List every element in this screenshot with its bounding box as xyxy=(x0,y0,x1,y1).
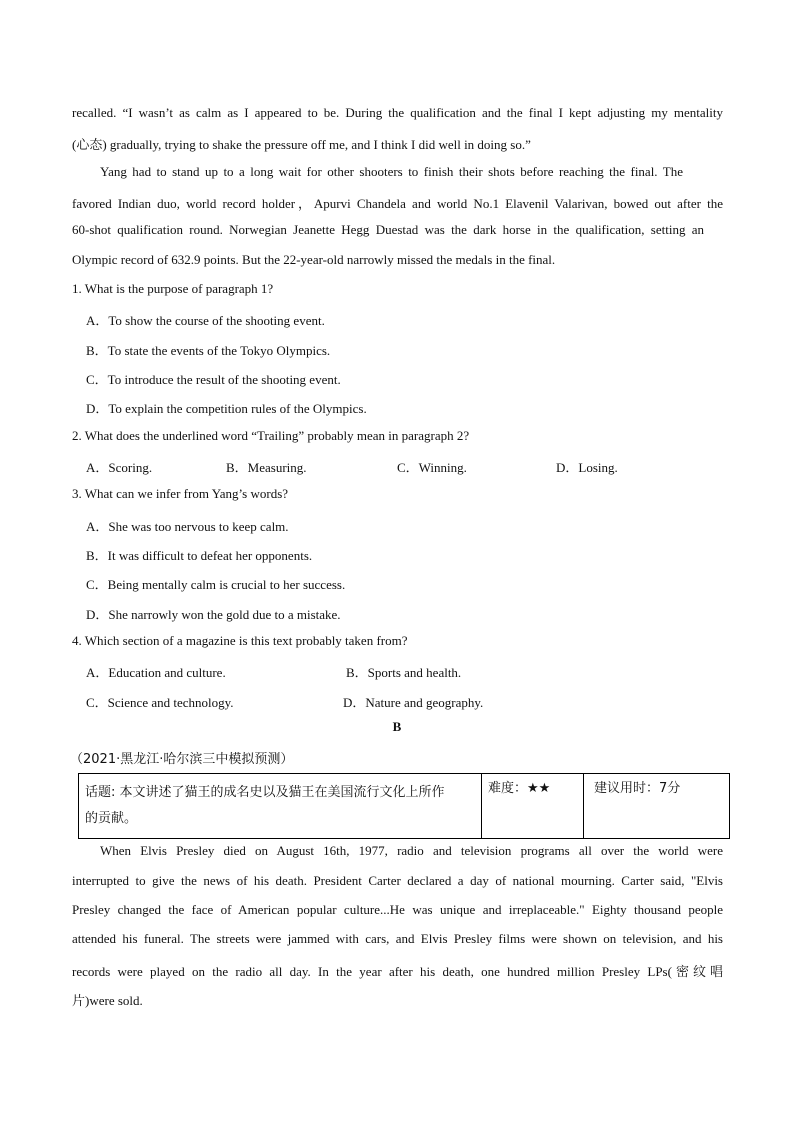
passage-line: recalled. “I wasn’t as calm as I appeared to be. During the qualification and the final I kept adjusting my mentality xyxy=(72,105,723,120)
answer-option[interactable]: C．To introduce the result of the shooting event. xyxy=(86,372,341,387)
answer-option[interactable]: A．To show the course of the shooting event. xyxy=(86,313,325,328)
answer-option[interactable]: D．Nature and geography. xyxy=(343,695,484,710)
passage-line: Yang had to stand up to a long wait for other shooters to finish their shots before reaching the final. The xyxy=(100,164,683,179)
answer-option[interactable]: C．Winning. xyxy=(397,460,467,475)
answer-option[interactable]: A．She was too nervous to keep calm. xyxy=(86,519,289,534)
answer-option[interactable]: A．Education and culture. xyxy=(86,665,226,680)
passage-line: interrupted to give the news of his death. President Carter declared a day of national mourning. Carter said, "Elvis xyxy=(72,873,723,888)
answer-option[interactable]: C．Science and technology. xyxy=(86,695,234,710)
time-cell xyxy=(584,774,730,839)
answer-option[interactable]: B．Measuring. xyxy=(226,460,307,475)
answer-option[interactable]: D．To explain the competition rules of the Olympics. xyxy=(86,401,367,416)
passage-line: records were played on the radio all day. In the year after his death, one hundred million Presley LPs(密纹唱 xyxy=(72,964,723,979)
info-table xyxy=(78,773,730,839)
star-icon: ★★ xyxy=(527,781,551,796)
section-heading: B xyxy=(392,719,402,734)
passage-line: favored Indian duo, world record holder，Apurvi Chandela and world No.1 Elavenil Valarivan, bowed out after the xyxy=(72,196,723,211)
passage-line: Presley changed the face of American popular culture...He was unique and irreplaceable." Eighty thousand people xyxy=(72,902,723,917)
answer-option[interactable]: B．Sports and health. xyxy=(346,665,462,680)
question-stem: 1. What is the purpose of paragraph 1? xyxy=(72,281,274,296)
difficulty-label: 难度： xyxy=(488,781,528,796)
passage-line: 片)were sold. xyxy=(72,993,143,1008)
answer-option[interactable]: A．Scoring. xyxy=(86,460,153,475)
time-label: 建议用时：7分 xyxy=(594,781,681,796)
passage-line: (心态) gradually, trying to shake the pressure off me, and I think I did well in doing so.” xyxy=(72,137,531,152)
topic-text: 的贡献。 xyxy=(85,811,138,826)
question-stem: 2. What does the underlined word “Trailing” probably mean in paragraph 2? xyxy=(72,428,470,443)
question-stem: 4. Which section of a magazine is this text probably taken from? xyxy=(72,633,408,648)
topic-cell xyxy=(79,774,482,839)
source-note: （2021·黑龙江·哈尔滨三中模拟预测） xyxy=(70,752,294,767)
passage-line: When Elvis Presley died on August 16th, 1977, radio and television programs all over the world were xyxy=(100,843,723,858)
answer-option[interactable]: D．Losing. xyxy=(556,460,618,475)
question-stem: 3. What can we infer from Yang’s words? xyxy=(72,486,289,501)
answer-option[interactable]: B．To state the events of the Tokyo Olympics. xyxy=(86,343,331,358)
topic-text: 话题: 本文讲述了猫王的成名史以及猫王在美国流行文化上所作 xyxy=(85,785,445,800)
answer-option[interactable]: C．Being mentally calm is crucial to her success. xyxy=(86,577,346,592)
answer-option[interactable]: B．It was difficult to defeat her opponents. xyxy=(86,548,313,563)
passage-line: 60-shot qualification round. Norwegian Jeanette Hegg Duestad was the dark horse in the qualification, setting an xyxy=(72,222,704,237)
answer-option[interactable]: D．She narrowly won the gold due to a mistake. xyxy=(86,607,341,622)
difficulty-cell xyxy=(482,774,584,839)
passage-line: attended his funeral. The streets were jammed with cars, and Elvis Presley films were shown on television, and his xyxy=(72,931,723,946)
passage-line: Olympic record of 632.9 points. But the 22-year-old narrowly missed the medals in the final. xyxy=(72,252,556,267)
